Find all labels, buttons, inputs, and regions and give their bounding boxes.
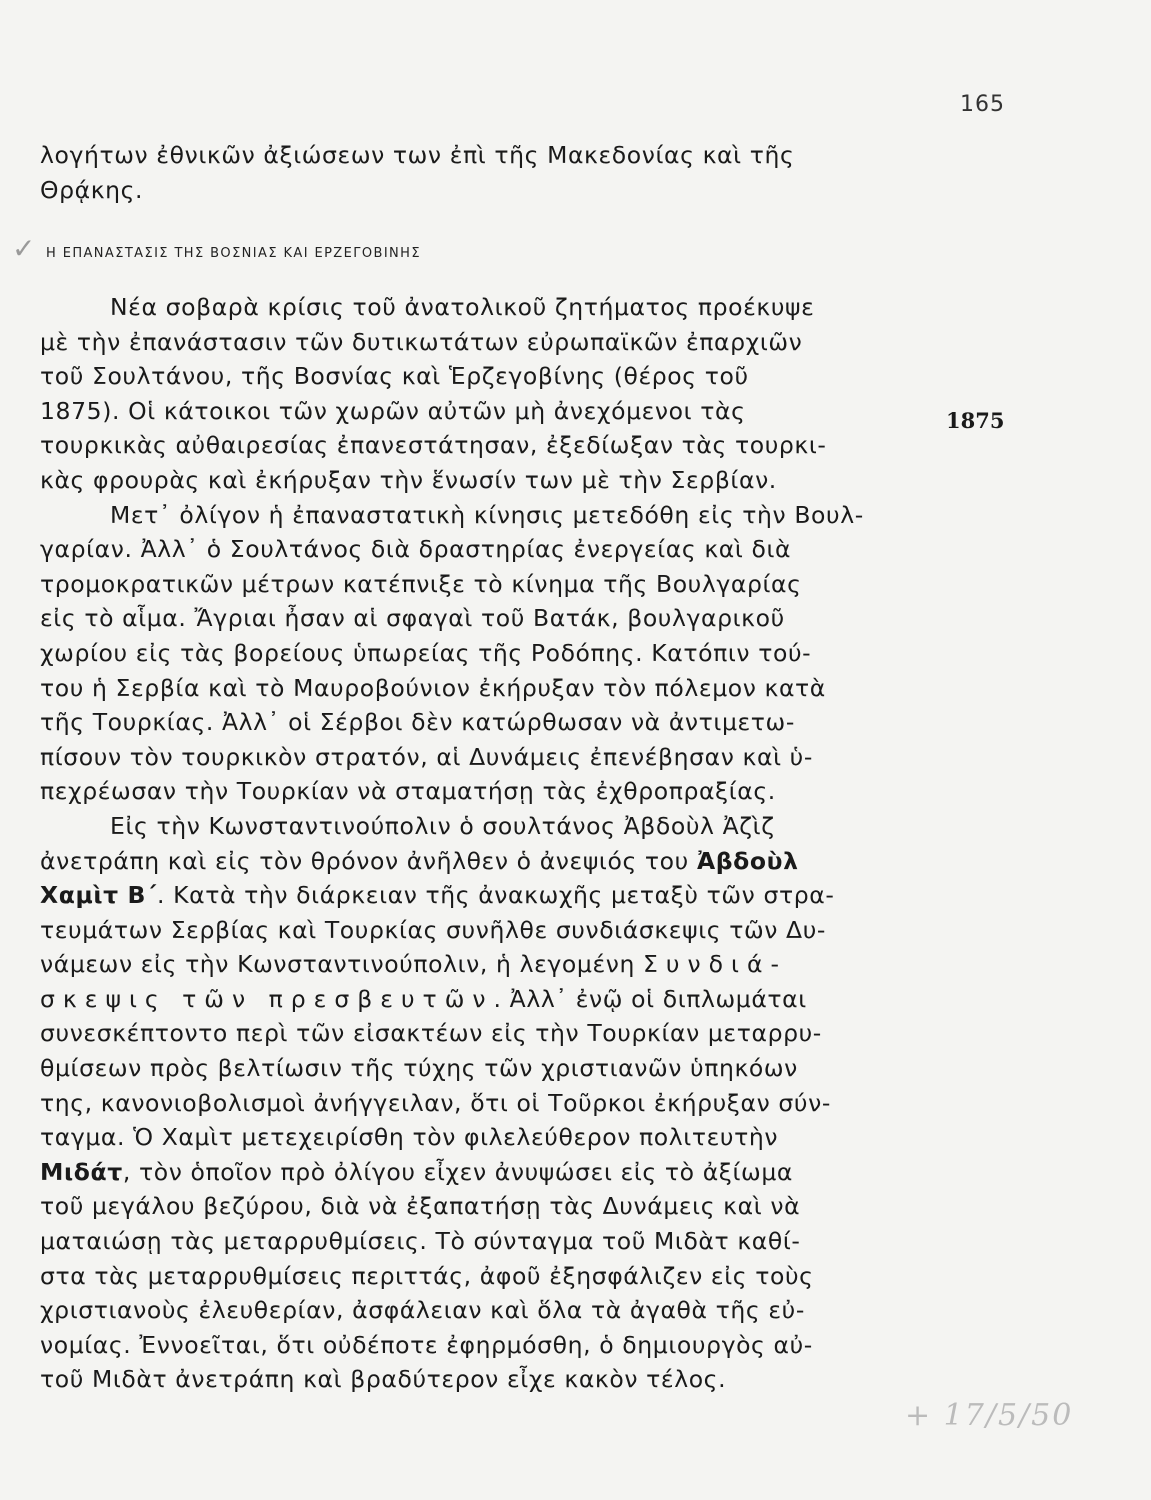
text-line: στα τὰς μεταρρυθμίσεις περιττάς, ἀφοῦ ἐξησφάλιζεν εἰς τοὺς <box>40 1261 814 1290</box>
bold-name: Ἀβδοὺλ <box>696 846 799 875</box>
line-text: Εἰς τὴν Κωνσταντινούπολιν ὁ σουλτάνος Ἀβδοὺλ Ἀζὶζ <box>110 811 775 840</box>
line-text: ἀνετράπη καὶ εἰς τὸν θρόνον ἀνῆλθεν ὁ ἀνεψιός του <box>40 846 689 875</box>
text-line: θμίσεων πρὸς βελτίωσιν τῆς τύχης τῶν χριστιανῶν ὑπηκόων <box>40 1054 798 1083</box>
text-line: λογήτων ἐθνικῶν ἀξιώσεων των ἐπὶ τῆς Μακεδονίας καὶ τῆς <box>40 141 795 169</box>
text-line <box>40 290 1010 325</box>
margin-year-note: 1875 <box>946 408 1005 433</box>
section-heading: Η ΕΠΑΝΑΣΤΑΣΙΣ ΤΗΣ ΒΟΣΝΙΑΣ ΚΑΙ ΕΡΖΕΓΟΒΙΝΗΣ <box>46 246 421 261</box>
text-line <box>40 1155 1010 1190</box>
text-line: γαρίαν. Ἀλλ᾽ ὁ Σουλτάνος διὰ δραστηρίας ἐνεργείας καὶ διὰ <box>40 535 792 564</box>
text-line: ταγμα. Ὁ Χαμὶτ μετεχειρίσθη τὸν φιλελεύθερον πολιτευτὴν <box>40 1123 779 1152</box>
text-line <box>40 982 1010 1017</box>
text-line: 1875). Οἱ κάτοικοι τῶν χωρῶν αὐτῶν μὴ ἀνεχόμενοι τὰς <box>40 396 746 425</box>
text-line: της, κανονιοβολισμοὶ ἀνήγγειλαν, ὅτι οἱ Τοῦρκοι ἐκήρυξαν σύν- <box>40 1088 831 1117</box>
text-line: πεχρέωσαν τὴν Τουρκίαν νὰ σταματήσῃ τὰς ἐχθροπραξίας. <box>40 777 776 806</box>
text-line <box>40 878 1010 913</box>
text-line: τοῦ Μιδὰτ ἀνετράπη καὶ βραδύτερον εἶχε κακὸν τέλος. <box>40 1365 727 1394</box>
text-line: κὰς φρουρὰς καὶ ἐκήρυξαν τὴν ἕνωσίν των μὲ τὴν Σερβίαν. <box>40 465 777 494</box>
line-text: . Κατὰ τὴν διάρκειαν τῆς ἀνακωχῆς μεταξὺ τῶν στρα- <box>156 881 835 910</box>
body-text <box>40 290 1010 1397</box>
text-line: πίσουν τὸν τουρκικὸν στρατόν, αἱ Δυνάμεις ἐπενέβησαν καὶ ὑ- <box>40 742 813 771</box>
line-text: . Ἀλλ᾽ ἐνῷ οἱ διπλωμάται <box>493 984 807 1013</box>
text-line <box>40 947 1010 982</box>
line-text: Μετ᾽ ὀλίγον ἡ ἐπαναστατικὴ κίνησις μετεδόθη εἰς τὴν Βουλ- <box>110 500 864 529</box>
text-line: τευμάτων Σερβίας καὶ Τουρκίας συνῆλθε συνδιάσκεψις τῶν Δυ- <box>40 915 826 944</box>
text-line: τρομοκρατικῶν μέτρων κατέπνιξε τὸ κίνημα τῆς Βουλγαρίας <box>40 569 802 598</box>
text-line: τοῦ Σουλτάνου, τῆς Βοσνίας καὶ Ἑρζεγοβίνης (θέρος τοῦ <box>40 362 749 391</box>
handwritten-date-note: + 17/5/50 <box>905 1398 1074 1433</box>
line-text: Νέα σοβαρὰ κρίσις τοῦ ἀνατολικοῦ ζητήματος προέκυψε <box>110 293 815 321</box>
text-line: του ἡ Σερβία καὶ τὸ Μαυροβούνιον ἐκήρυξαν τὸν πόλεμον κατὰ <box>40 673 826 702</box>
bold-name: Μιδάτ <box>40 1157 123 1186</box>
text-line <box>40 498 1010 533</box>
spaced-term: σκεψις τῶν πρεσβευτῶν <box>40 984 494 1013</box>
spaced-term: Συνδιά- <box>643 950 787 979</box>
pencil-check-mark-icon: ✓ <box>12 232 36 265</box>
text-line <box>40 844 1010 879</box>
text-line: εἰς τὸ αἷμα. Ἄγριαι ἦσαν αἱ σφαγαὶ τοῦ Βατάκ, βουλγαρικοῦ <box>40 604 785 633</box>
text-line: τῆς Τουρκίας. Ἀλλ᾽ οἱ Σέρβοι δὲν κατώρθωσαν νὰ ἀντιμετω- <box>40 708 795 737</box>
text-line: χωρίου εἰς τὰς βορείους ὑπωρείας τῆς Ροδόπης. Κατόπιν τού- <box>40 638 812 667</box>
text-line: μὲ τὴν ἐπανάστασιν τῶν δυτικωτάτων εὐρωπαϊκῶν ἐπαρχιῶν <box>40 327 803 356</box>
page-number: 165 <box>960 92 1005 117</box>
text-line: νομίας. Ἐννοεῖται, ὅτι οὐδέποτε ἐφηρμόσθη, ὁ δημιουργὸς αὐ- <box>40 1330 813 1359</box>
text-line: Θρᾴκης. <box>40 175 144 204</box>
line-text: νάμεων εἰς τὴν Κωνσταντινούπολιν, ἡ λεγομένη <box>40 950 635 979</box>
bold-name: Χαμὶτ Β΄ <box>40 881 157 910</box>
text-line: συνεσκέπτοντο περὶ τῶν εἰσακτέων εἰς τὴν Τουρκίαν μεταρρυ- <box>40 1019 822 1048</box>
intro-paragraph <box>40 138 1010 207</box>
line-text: , τὸν ὁποῖον πρὸ ὀλίγου εἶχεν ἀνυψώσει εἰς τὸ ἀξίωμα <box>122 1157 793 1186</box>
text-line: τουρκικὰς αὐθαιρεσίας ἐπανεστάτησαν, ἐξεδίωξαν τὰς τουρκι- <box>40 431 827 460</box>
text-line: ματαιώσῃ τὰς μεταρρυθμίσεις. Τὸ σύνταγμα τοῦ Μιδὰτ καθί- <box>40 1227 801 1256</box>
text-line: χριστιανοὺς ἐλευθερίαν, ἀσφάλειαν καὶ ὅλα τὰ ἀγαθὰ τῆς εὐ- <box>40 1296 805 1325</box>
text-line: τοῦ μεγάλου βεζύρου, διὰ νὰ ἐξαπατήσῃ τὰς Δυνάμεις καὶ νὰ <box>40 1192 801 1221</box>
text-line <box>40 809 1010 844</box>
